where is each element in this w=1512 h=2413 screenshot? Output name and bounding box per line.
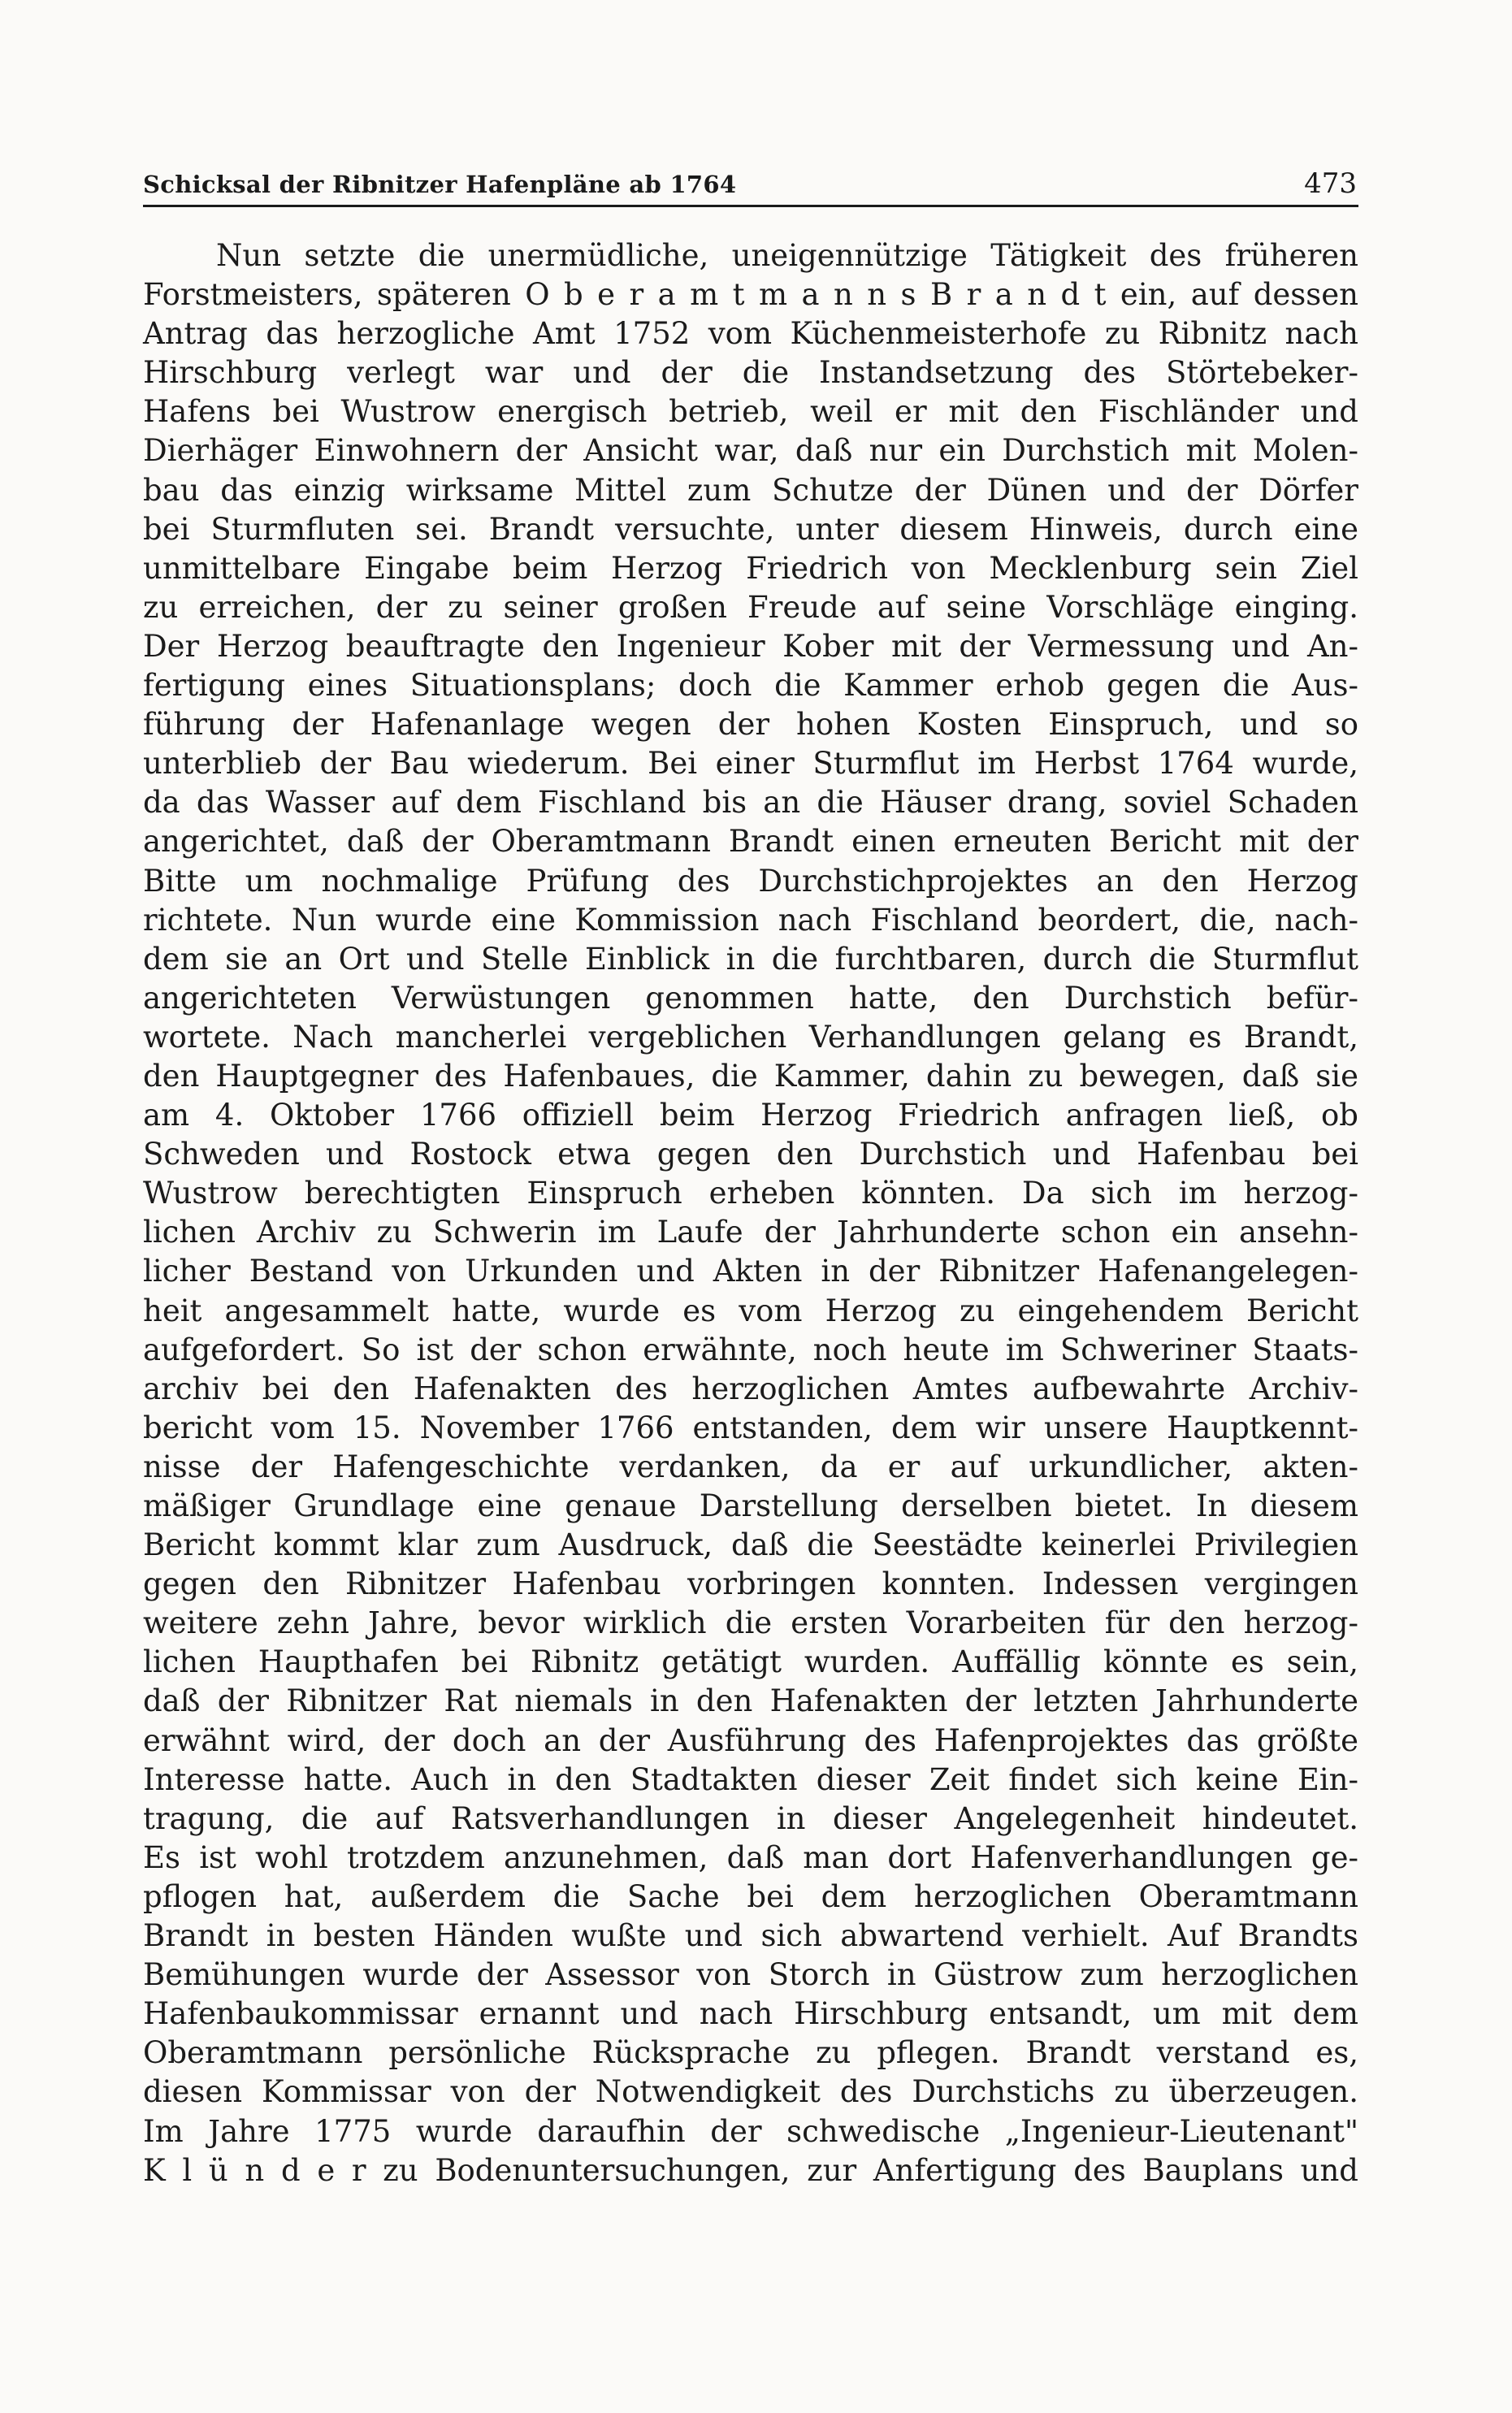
text-line: nisse der Hafengeschichte verdanken, da er auf urkundlicher, akten-	[143, 1449, 1358, 1484]
text-line: bau das einzig wirksame Mittel zum Schutze der Dünen und der Dörfer	[143, 472, 1358, 508]
text-line: erwähnt wird, der doch an der Ausführung des Hafenprojektes das größte	[143, 1722, 1358, 1758]
text-line: Antrag das herzogliche Amt 1752 vom Küchenmeisterhofe zu Ribnitz nach	[143, 316, 1358, 352]
text-line: unmittelbare Eingabe beim Herzog Friedrich von Mecklenburg sein Ziel	[143, 550, 1358, 586]
text-line: K l ü n d e r zu Bodenuntersuchungen, zur Anfertigung des Bauplans und	[143, 2152, 1358, 2188]
running-header	[143, 159, 1358, 207]
text-line: richtete. Nun wurde eine Kommission nach Fischland beordert, die, nach-	[143, 902, 1358, 938]
text-line: Hirschburg verlegt war und der die Instandsetzung des Störtebeker-	[143, 355, 1358, 391]
text-line: pflogen hat, außerdem die Sache bei dem herzoglichen Oberamtmann	[143, 1878, 1358, 1914]
text-line: Bericht kommt klar zum Ausdruck, daß die Seestädte keinerlei Privilegien	[143, 1527, 1358, 1563]
text-line: Bemühungen wurde der Assessor von Storch in Güstrow zum herzoglichen	[143, 1957, 1358, 1993]
text-line: tragung, die auf Ratsverhandlungen in dieser Angelegenheit hindeutet.	[143, 1800, 1358, 1836]
text-line: Der Herzog beauftragte den Ingenieur Kober mit der Vermessung und An-	[143, 628, 1358, 664]
text-line: diesen Kommissar von der Notwendigkeit des Durchstichs zu überzeugen.	[143, 2074, 1358, 2110]
text-line: angerichteten Verwüstungen genommen hatte, den Durchstich befür-	[143, 980, 1358, 1016]
text-line: Forstmeisters, späteren O b e r a m t m a n n s B r a n d t ein, auf dessen	[143, 277, 1358, 313]
text-line: bericht vom 15. November 1766 entstanden, dem wir unsere Hauptkennt-	[143, 1410, 1358, 1445]
text-line: am 4. Oktober 1766 offiziell beim Herzog Friedrich anfragen ließ, ob	[143, 1098, 1358, 1133]
text-line: weitere zehn Jahre, bevor wirklich die ersten Vorarbeiten für den herzog-	[143, 1605, 1358, 1641]
text-line: angerichtet, daß der Oberamtmann Brandt einen erneuten Bericht mit der	[143, 824, 1358, 860]
text-line: Schweden und Rostock etwa gegen den Durchstich und Hafenbau bei	[143, 1137, 1358, 1172]
text-line: den Hauptgegner des Hafenbaues, die Kammer, dahin zu bewegen, daß sie	[143, 1058, 1358, 1094]
text-line: dem sie an Ort und Stelle Einblick in die furchtbaren, durch die Sturmflut	[143, 941, 1358, 977]
text-line: lichen Archiv zu Schwerin im Laufe der Jahrhunderte schon ein ansehn-	[143, 1215, 1358, 1250]
text-line: Nun setzte die unermüdliche, uneigennützige Tätigkeit des früheren	[216, 238, 1358, 273]
page-number: 473	[1304, 167, 1357, 200]
text-line: unterblieb der Bau wiederum. Bei einer Sturmflut im Herbst 1764 wurde,	[143, 746, 1358, 782]
text-line: heit angesammelt hatte, wurde es vom Herzog zu eingehendem Bericht	[143, 1293, 1358, 1328]
running-title: Schicksal der Ribnitzer Hafenpläne ab 1764	[143, 171, 737, 198]
text-line: wortete. Nach mancherlei vergeblichen Verhandlungen gelang es Brandt,	[143, 1019, 1358, 1055]
text-line: Im Jahre 1775 wurde daraufhin der schwedische „Ingenieur-Lieutenant"	[143, 2113, 1358, 2149]
text-line: Wustrow berechtigten Einspruch erheben könnten. Da sich im herzog-	[143, 1176, 1358, 1211]
text-line: Oberamtmann persönliche Rücksprache zu pflegen. Brandt verstand es,	[143, 2035, 1358, 2071]
text-line: Interesse hatte. Auch in den Stadtakten dieser Zeit findet sich keine Ein-	[143, 1761, 1358, 1797]
text-line: Hafens bei Wustrow energisch betrieb, weil er mit den Fischländer und	[143, 394, 1358, 430]
text-line: licher Bestand von Urkunden und Akten in der Ribnitzer Hafenangelegen-	[143, 1254, 1358, 1289]
text-line: lichen Haupthafen bei Ribnitz getätigt wurden. Auffällig könnte es sein,	[143, 1644, 1358, 1680]
text-line: Dierhäger Einwohnern der Ansicht war, daß nur ein Durchstich mit Molen-	[143, 433, 1358, 469]
text-line: daß der Ribnitzer Rat niemals in den Hafenakten der letzten Jahrhunderte	[143, 1683, 1358, 1719]
text-line: gegen den Ribnitzer Hafenbau vorbringen konnten. Indessen vergingen	[143, 1566, 1358, 1602]
text-line: fertigung eines Situationsplans; doch die Kammer erhob gegen die Aus-	[143, 668, 1358, 704]
text-line: archiv bei den Hafenakten des herzoglichen Amtes aufbewahrte Archiv-	[143, 1371, 1358, 1406]
text-line: Bitte um nochmalige Prüfung des Durchstichprojektes an den Herzog	[143, 863, 1358, 899]
text-line: führung der Hafenanlage wegen der hohen Kosten Einspruch, und so	[143, 707, 1358, 743]
text-line: aufgefordert. So ist der schon erwähnte, noch heute im Schweriner Staats-	[143, 1332, 1358, 1367]
text-line: mäßiger Grundlage eine genaue Darstellung derselben bietet. In diesem	[143, 1488, 1358, 1523]
text-line: Hafenbaukommissar ernannt und nach Hirschburg entsandt, um mit dem	[143, 1996, 1358, 2032]
text-line: zu erreichen, der zu seiner großen Freude auf seine Vorschläge einging.	[143, 589, 1358, 625]
text-line: bei Sturmfluten sei. Brandt versuchte, unter diesem Hinweis, durch eine	[143, 511, 1358, 547]
text-line: Brandt in besten Händen wußte und sich abwartend verhielt. Auf Brandts	[143, 1918, 1358, 1954]
body-paragraph	[143, 236, 1358, 2190]
text-line: da das Wasser auf dem Fischland bis an die Häuser drang, soviel Schaden	[143, 785, 1358, 821]
text-line: Es ist wohl trotzdem anzunehmen, daß man dort Hafenverhandlungen ge-	[143, 1839, 1358, 1875]
